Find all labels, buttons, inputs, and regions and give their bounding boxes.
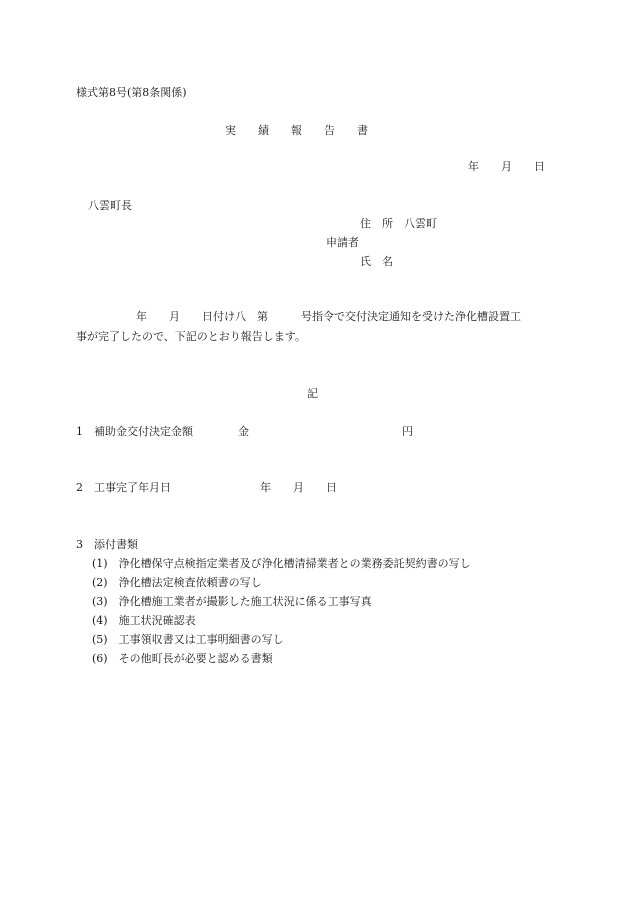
item1-label: 1 補助金交付決定金額 [76, 425, 193, 438]
item2-date: 年 月 日 [260, 481, 337, 494]
item1-yen: 円 [402, 425, 413, 438]
attachment-item: (5) 工事領収書又は工事明細書の写し [92, 633, 284, 646]
item1-kin: 金 [238, 425, 249, 438]
ki-heading: 記 [307, 387, 318, 400]
attachment-item: (6) その他町長が必要と認める書類 [92, 652, 273, 665]
form-number: 様式第8号(第8条関係) [76, 86, 187, 99]
date-line: 年 月 日 [468, 160, 545, 173]
addressee: 八雲町長 [88, 199, 132, 212]
body-line-2: 事が完了したので、下記のとおり報告します。 [76, 330, 306, 343]
attachment-item: (2) 浄化槽法定検査依頼書の写し [92, 576, 262, 589]
document-title: 実 績 報 告 書 [225, 124, 368, 137]
attachment-item: (3) 浄化槽施工業者が撮影した施工状況に係る工事写真 [92, 595, 372, 608]
item2-label: 2 工事完了年月日 [76, 481, 171, 494]
applicant-address: 住 所 八雲町 [360, 217, 437, 230]
applicant-name: 氏 名 [360, 255, 393, 268]
attachment-item: (1) 浄化槽保守点検指定業者及び浄化槽清掃業者との業務委託契約書の写し [92, 557, 471, 570]
body-line-1: 年 月 日付け八 第 号指令で交付決定通知を受けた浄化槽設置工 [136, 310, 521, 323]
attachment-item: (4) 施工状況確認表 [92, 614, 196, 627]
item3-label: 3 添付書類 [76, 538, 138, 551]
applicant-label: 申請者 [326, 236, 359, 249]
